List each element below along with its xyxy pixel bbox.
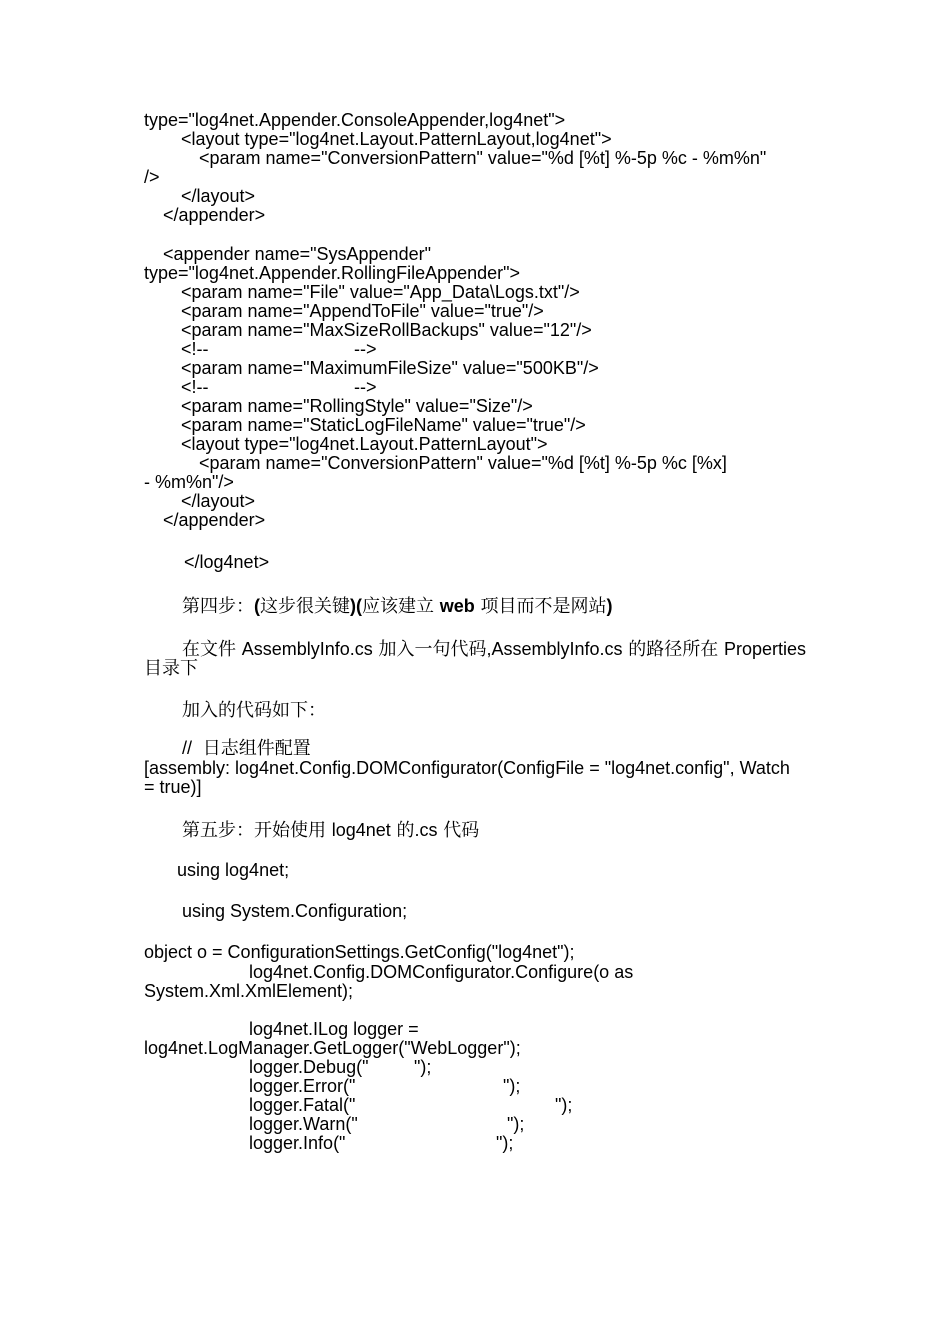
code-line: </layout> xyxy=(181,491,256,511)
code-line: log4net.Config.DOMConfigurator.Configure(o as xyxy=(249,962,634,982)
code-line: </layout> xyxy=(181,186,256,206)
add-code-label: 加入的代码如下： xyxy=(182,700,326,721)
code-comment-open: <!-- xyxy=(181,339,209,359)
step4-description: 在文件 AssemblyInfo.cs 加入一句代码,AssemblyInfo.cs 的路径所在 Properties xyxy=(182,639,807,660)
code-line: <param name="StaticLogFileName" value="true"/> xyxy=(181,415,586,435)
code-comment-open: <!-- xyxy=(181,377,209,397)
code-line: </appender> xyxy=(163,205,266,225)
code-line: <param name="ConversionPattern" value="%d [%t] %-5p %c - %m%n" xyxy=(199,148,767,168)
code-line-end: "); xyxy=(414,1057,432,1077)
code-line: - %m%n"/> xyxy=(144,472,234,492)
code-line: <param name="ConversionPattern" value="%d [%t] %-5p %c [%x] xyxy=(199,453,727,473)
assembly-comment: // 日志组件配置 xyxy=(182,738,311,759)
code-line: <param name="AppendToFile" value="true"/> xyxy=(181,301,544,321)
code-line: log4net.LogManager.GetLogger("WebLogger"); xyxy=(144,1038,521,1058)
step4-heading: 第四步：(这步很关键)(应该建立 web 项目而不是网站) xyxy=(182,596,613,617)
code-line: logger.Debug(" xyxy=(249,1057,369,1077)
code-line: <param name="File" value="App_Data\Logs.txt"/> xyxy=(181,282,580,302)
code-line-end: "); xyxy=(503,1076,521,1096)
code-line-end: "); xyxy=(507,1114,525,1134)
code-line: log4net.ILog logger = xyxy=(249,1019,419,1039)
code-line: type="log4net.Appender.ConsoleAppender,log4net"> xyxy=(144,110,566,130)
step5-heading: 第五步：开始使用 log4net 的.cs 代码 xyxy=(182,820,480,841)
code-line-end: "); xyxy=(555,1095,573,1115)
code-line: logger.Fatal(" xyxy=(249,1095,356,1115)
code-comment-close: --> xyxy=(354,339,377,359)
code-line: = true)] xyxy=(144,777,202,797)
code-line: System.Xml.XmlElement); xyxy=(144,981,354,1001)
code-line: <layout type="log4net.Layout.PatternLayout,log4net"> xyxy=(181,129,612,149)
code-line: [assembly: log4net.Config.DOMConfigurator(ConfigFile = "log4net.config", Watch xyxy=(144,758,790,778)
code-line: using System.Configuration; xyxy=(182,901,408,921)
code-line: object o = ConfigurationSettings.GetConfig("log4net"); xyxy=(144,942,575,962)
code-line: logger.Error(" xyxy=(249,1076,356,1096)
code-comment-close: --> xyxy=(354,377,377,397)
code-line: <layout type="log4net.Layout.PatternLayout"> xyxy=(181,434,548,454)
code-line: type="log4net.Appender.RollingFileAppender"> xyxy=(144,263,521,283)
code-line: <param name="MaximumFileSize" value="500KB"/> xyxy=(181,358,599,378)
code-line: </appender> xyxy=(163,510,266,530)
code-line-end: "); xyxy=(496,1133,514,1153)
code-line: logger.Info(" xyxy=(249,1133,346,1153)
code-line: </log4net> xyxy=(184,552,270,572)
code-line: <param name="MaxSizeRollBackups" value="12"/> xyxy=(181,320,592,340)
code-line: /> xyxy=(144,167,160,187)
code-line: using log4net; xyxy=(177,860,290,880)
code-line: logger.Warn(" xyxy=(249,1114,358,1134)
code-line: <param name="RollingStyle" value="Size"/> xyxy=(181,396,533,416)
code-line: <appender name="SysAppender" xyxy=(163,244,431,264)
step4-description-cont: 目录下 xyxy=(144,658,198,679)
